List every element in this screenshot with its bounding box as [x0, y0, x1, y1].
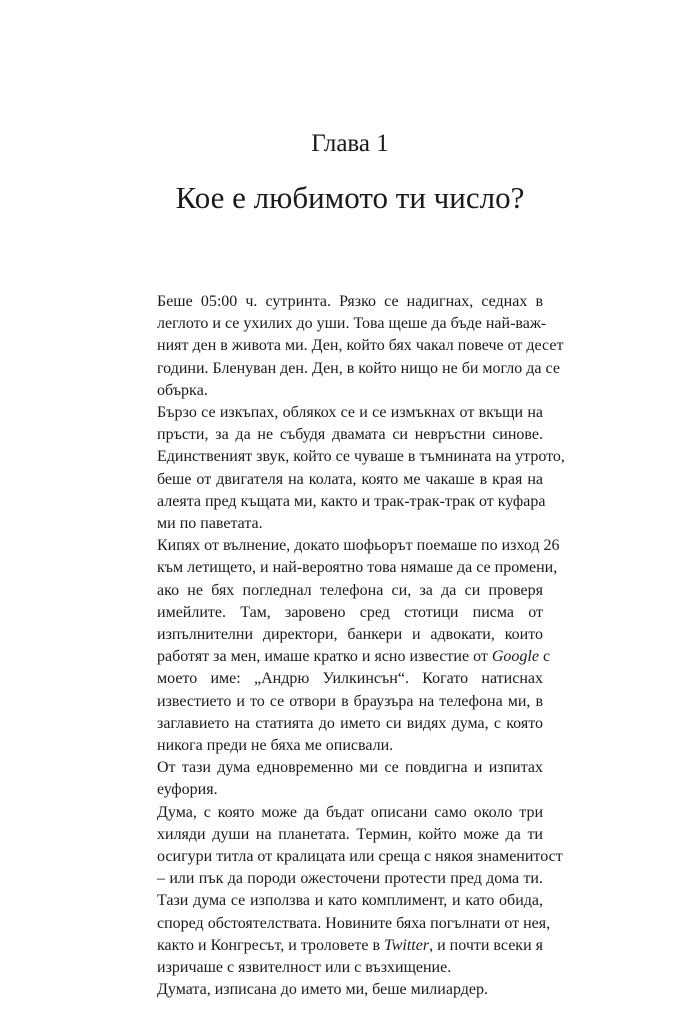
text-line: Тази дума се използва и като комплимент, и като обида,: [157, 892, 543, 910]
paragraph: [157, 535, 560, 757]
text-line: според обстоятелствата. Новините бяха погълнати от нея,: [157, 914, 551, 932]
text-line: Кипях от вълнение, докато шофьорът поемаше по изход 26: [157, 537, 560, 555]
paragraph: [157, 291, 564, 402]
text-line: осигури титла от кралицата или среща с някоя знаменитост: [157, 848, 563, 866]
text-line: ако не бях погледнал телефона си, за да си проверя: [157, 581, 543, 599]
body-text: [157, 291, 565, 1002]
text-line: изпълнителни директори, банкери и адвокати, които: [157, 626, 543, 644]
text-line: беше от двигателя на колата, която ме чакаше в края на: [157, 470, 543, 488]
chapter-label: Глава 1: [311, 130, 389, 157]
paragraph: [157, 757, 543, 801]
text-line: леглото и се ухилих до уши. Това щеше да бъде най-важ-: [157, 315, 547, 333]
text-line: ми по паветата.: [157, 515, 263, 533]
text-line: имейлите. Там, заровено сред стотици писма от: [157, 603, 543, 621]
text-line: към летището, и най-вероятно това нямаше да се промени,: [157, 559, 558, 577]
text-line: Дума, с която може да бъдат описани само около три: [157, 803, 543, 821]
paragraph: [157, 979, 543, 1001]
text-line: Думата, изписана до името ми, беше милиардер.: [157, 981, 488, 999]
text-line: както и Конгресът, и троловете в Twitter, и почти всеки я: [157, 936, 544, 954]
text-line: объркa.: [157, 381, 208, 399]
paragraph: [157, 402, 565, 535]
paragraph: [157, 802, 563, 980]
text-line: Бързо се изкъпах, облякох се и се измъкнах от вкъщи на: [157, 404, 543, 422]
text-line: моето име: „Андрю Уилкинсън“. Когато натиснах: [157, 670, 543, 688]
text-line: хиляди души на планетата. Термин, който може да ти: [157, 825, 543, 843]
text-line: известието и то се отвори в браузъра на телефона ми, в: [157, 692, 543, 710]
text-line: еуфория.: [157, 781, 218, 799]
text-line: работят за мен, имаше кратко и ясно известие от Google с: [157, 648, 551, 666]
text-line: алеята пред къщата ми, както и трак-трак-трак от куфара: [157, 492, 546, 510]
text-line: заглавието на статията до името си видях дума, с която: [157, 714, 543, 732]
chapter-title: Кое е любимото ти число?: [175, 180, 525, 215]
text-line: изричаше с язвителност или с възхищение.: [157, 959, 452, 977]
text-line: Единственият звук, който се чуваше в тъмнината на утрото,: [157, 448, 565, 466]
text-line: От тази дума едновременно ми се повдигна и изпитах: [157, 759, 543, 777]
text-line: никога преди не бяха ме описвали.: [157, 737, 394, 755]
text-line: ният ден в живота ми. Ден, който бях чакал повече от десет: [157, 337, 564, 355]
text-line: Беше 05:00 ч. сутринта. Рязко се надигнах, седнах в: [157, 293, 543, 310]
text-line: пръсти, за да не събудя двамата си невръстни синове.: [157, 426, 543, 444]
text-line: – или пък да породи ожесточени протести пред дома ти.: [157, 870, 543, 888]
text-line: години. Бленуван ден. Ден, в който нищо не би могло да се: [157, 359, 560, 377]
